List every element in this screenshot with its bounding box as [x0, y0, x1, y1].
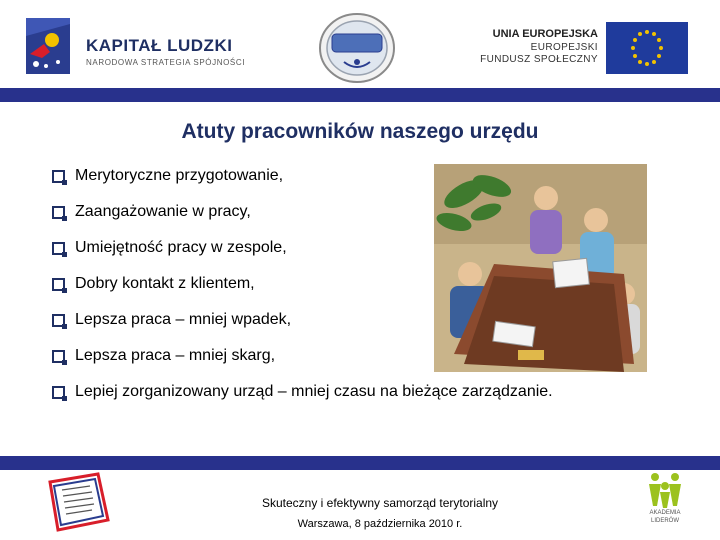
bullet-text: Dobry kontakt z klientem, [75, 275, 255, 292]
eu-fund-logo [480, 20, 694, 76]
bullet-item [52, 237, 287, 259]
kapital-ludzki-flag-icon [22, 14, 78, 82]
eu-line-european: EUROPEJSKI [530, 42, 598, 53]
caf-project-logo-icon [40, 470, 114, 534]
checkbox-bullet-icon [52, 314, 65, 327]
checkbox-bullet-icon [52, 170, 65, 183]
checkbox-bullet-icon [52, 206, 65, 219]
checkbox-bullet-icon [52, 350, 65, 363]
akademia-liderow-line2: LIDERÓW [650, 518, 679, 524]
kapital-ludzki-subtitle: NARODOWA STRATEGIA SPÓJNOŚCI [86, 58, 246, 67]
bullet-item [52, 345, 275, 367]
bullet-item [52, 309, 291, 331]
bullet-text: Merytoryczne przygotowanie, [75, 167, 284, 184]
bullet-text: Lepsza praca – mniej skarg, [75, 347, 276, 364]
footer-date-location: Warszawa, 8 października 2010 r. [297, 518, 463, 530]
akademia-liderow-logo [640, 472, 690, 536]
header-accent-bar [0, 88, 720, 102]
bullet-text: Lepiej zorganizowany urząd – mniej czasu na bieżące zarządzanie. [75, 383, 553, 400]
nsmw-rp-seal-logo-icon [318, 12, 396, 84]
akademia-liderow-line1: AKADEMIA [649, 510, 681, 516]
akademia-liderow-figures-icon [646, 472, 684, 508]
bullet-item [52, 165, 283, 187]
eu-line-union: UNIA EUROPEJSKA [492, 28, 598, 40]
bullet-text: Lepsza praca – mniej wpadek, [75, 311, 292, 328]
slide-title: Atuty pracowników naszego urzędu [181, 120, 539, 143]
footer-accent-bar [0, 456, 720, 470]
checkbox-bullet-icon [52, 242, 65, 255]
eu-flag-icon [606, 22, 688, 74]
bullet-text: Zaangażowanie w pracy, [75, 203, 251, 220]
footer-conference-title: Skuteczny i efektywny samorząd terytorialny [261, 496, 499, 510]
bullet-item [52, 381, 553, 403]
checkbox-bullet-icon [52, 386, 65, 399]
bullet-item [52, 273, 255, 295]
eu-line-social-fund: FUNDUSZ SPOŁECZNY [480, 54, 598, 65]
checkbox-bullet-icon [52, 278, 65, 291]
office-meeting-illustration-icon [434, 164, 647, 372]
kapital-ludzki-logo [22, 14, 252, 82]
bullet-text: Umiejętność pracy w zespole, [75, 239, 287, 256]
kapital-ludzki-title: KAPITAŁ LUDZKI [86, 36, 233, 55]
bullet-item [52, 201, 251, 223]
